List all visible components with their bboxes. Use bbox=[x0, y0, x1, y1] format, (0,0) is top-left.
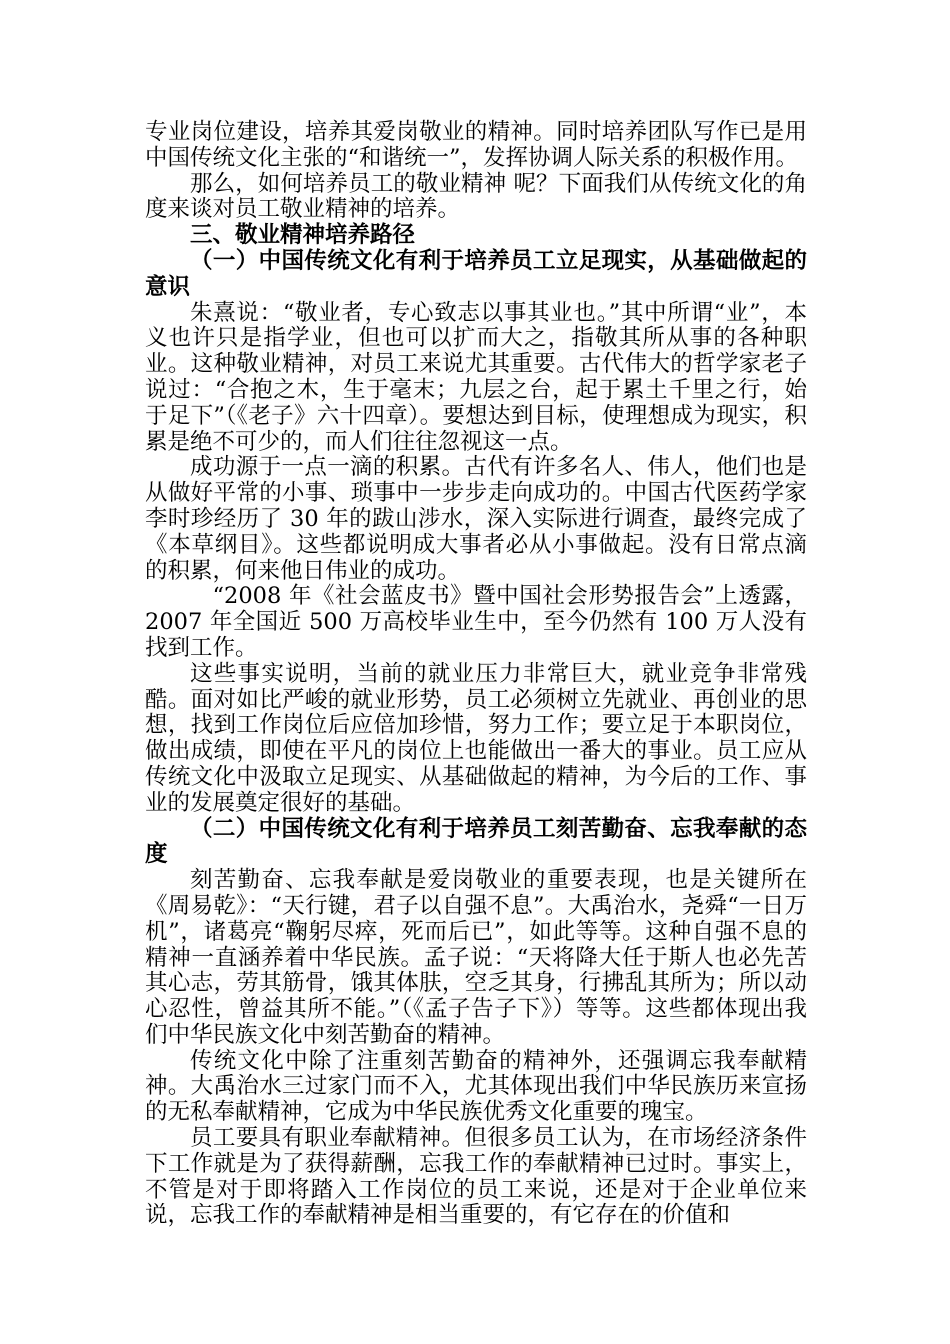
document-page bbox=[145, 120, 807, 1229]
paragraph-dedication: 传统文化中除了注重刻苦勤奋的精神外，还强调忘我奉献精神。大禹治水三过家门而不入，尤其体现出我们中华民族历来宣扬的无私奉献精神，它成为中华民族优秀文化重要的瑰宝。 bbox=[145, 1047, 807, 1126]
paragraph-how-to-cultivate: 那么，如何培养员工的敬业精神 呢？下面我们从传统文化的角度来谈对员工敬业精神的培养。 bbox=[145, 170, 807, 223]
paragraph-professional-dedication: 员工要具有职业奉献精神。但很多员工认为，在市场经济条件下工作就是为了获得薪酬，忘我工作的奉献精神已过时。事实上，不管是对于即将踏入工作岗位的员工来说，还是对于企业单位来说，忘我工作的奉献精神是相当重要的，有它存在的价值和 bbox=[145, 1125, 807, 1229]
paragraph-success-accumulation: 成功源于一点一滴的积累。古代有许多名人、伟人，他们也是从做好平常的小事、琐事中一步步走向成功的。中国古代医药学家李时珍经历了 30 年的跋山涉水，深入实际进行调查，最终完成了《本草纲目》。这些都说明成大事者必从小事做起。没有日常点滴的积累，何来他日伟业的成功。 bbox=[145, 454, 807, 584]
paragraph-continued: 专业岗位建设，培养其爱岗敬业的精神。同时培养团队写作已是用中国传统文化主张的“和谐统一”，发挥协调人际关系的积极作用。 bbox=[145, 119, 807, 171]
paragraph-diligence: 刻苦勤奋、忘我奉献是爱岗敬业的重要表现，也是关键所在《周易乾》：“天行键，君子以自强不息”。大禹治水，尧舜“一日万机”，诸葛亮“鞠躬尽瘁，死而后已”，如此等等。这种自强不息的精神一直涵养着中华民族。孟子说：“天将降大任于斯人也必先苦其心志，劳其筋骨，饿其体肤，空乏其身，行拂乱其所为；所以动心忍性，曾益其所不能。”（《孟子告子下》）等等。这些都体现出我们中华民族文化中刻苦勤奋的精神。 bbox=[145, 867, 807, 1048]
paragraph-blue-book: “2008 年《社会蓝皮书》暨中国社会形势报告会”上透露，2007 年全国近 500 万高校毕业生中，至今仍然有 100 万人没有找到工作。 bbox=[145, 583, 807, 661]
subsection-heading-2: （二）中国传统文化有利于培养员工刻苦勤奋、忘我奉献的态度 bbox=[145, 815, 807, 868]
paragraph-employment-pressure: 这些事实说明，当前的就业压力非常巨大，就业竞争非常残酷。面对如比严峻的就业形势，员工必须树立先就业、再创业的思想，找到工作岗位后应倍加珍惜，努力工作；要立足于本职岗位，做出成绩，即使在平凡的岗位上也能做出一番大的事业。员工应从传统文化中汲取立足现实、从基础做起的精神，为今后的工作、事业的发展奠定很好的基础。 bbox=[145, 660, 807, 816]
paragraph-zhuxi: 朱熹说：“敬业者，专心致志以事其业也。”其中所谓“业”，本义也许只是指学业，但也可以扩而大之，指敬其所从事的各种职业。这种敬业精神，对员工来说尤其重要。古代伟大的哲学家老子说过：“合抱之木，生于毫末；九层之台，起于累土千里之行，始于足下”（《老子》六十四章）。要想达到目标，使理想成为现实，积累是绝不可少的，而人们往往忽视这一点。 bbox=[145, 299, 807, 455]
section-heading-3: 三、敬业精神培养路径 bbox=[190, 222, 416, 249]
subsection-heading-1: （一）中国传统文化有利于培养员工立足现实，从基础做起的意识 bbox=[145, 247, 807, 300]
